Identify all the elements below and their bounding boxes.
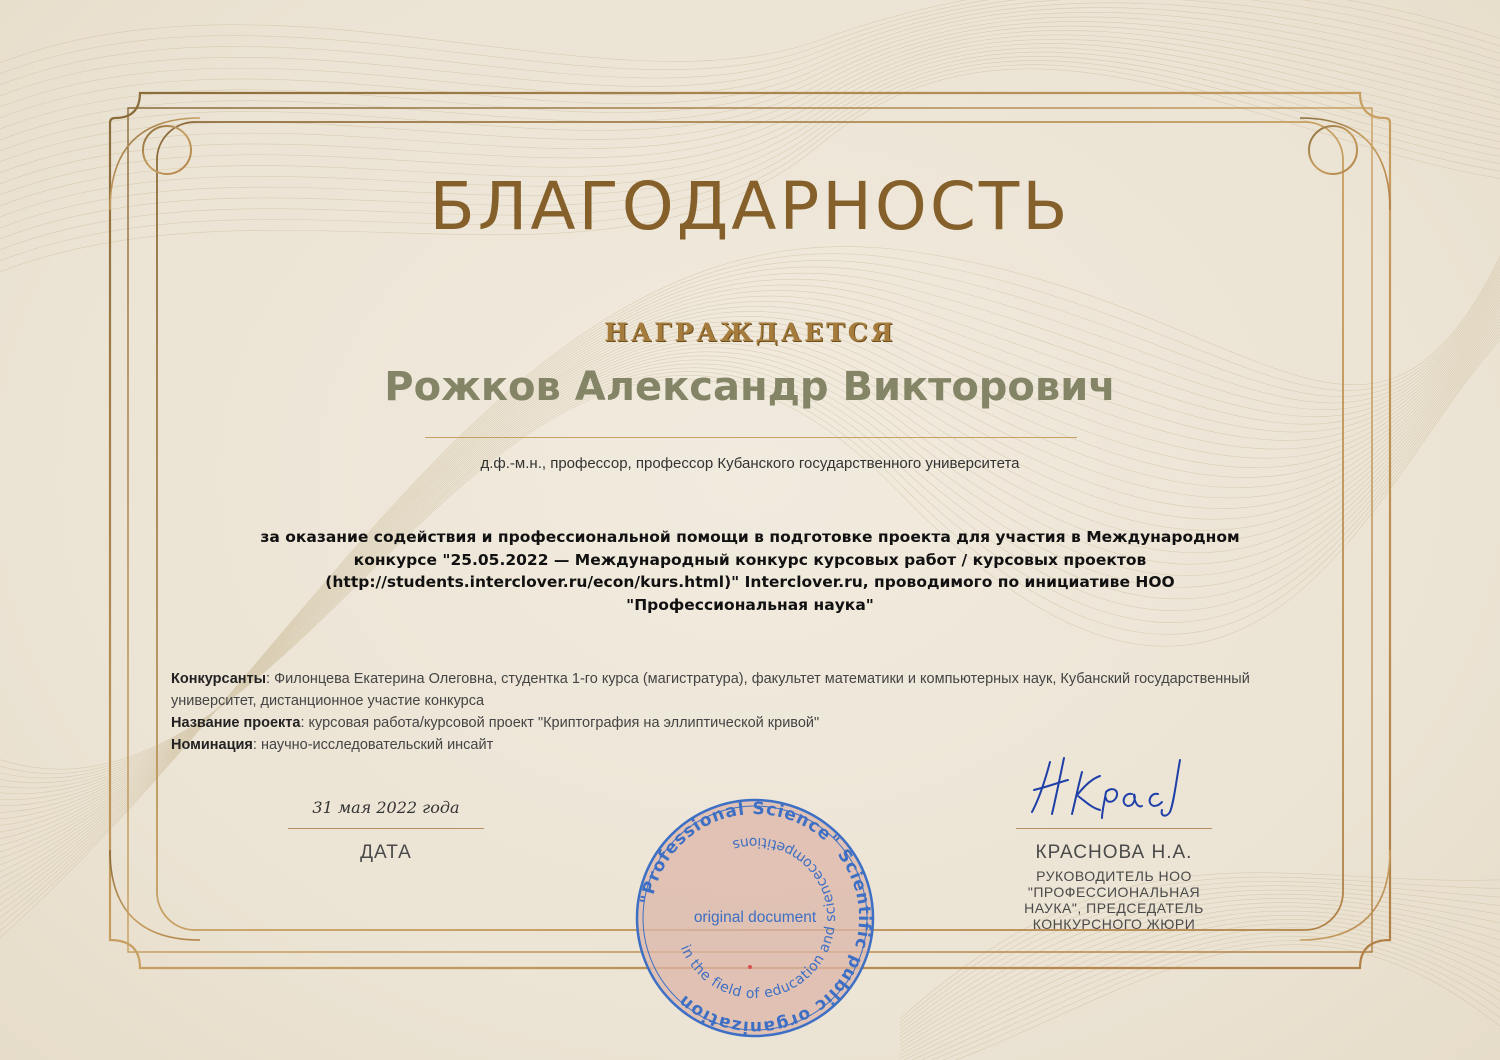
participation-details bbox=[171, 668, 1311, 756]
recipient-position: д.ф.-м.н., профессор, профессор Кубанского государственного университета bbox=[480, 455, 1020, 472]
signer-role-line: "ПРОФЕССИОНАЛЬНАЯ bbox=[1027, 884, 1201, 900]
award-reason bbox=[180, 526, 1320, 616]
organization-stamp bbox=[630, 780, 880, 1050]
awarded-label: НАГРАЖДАЕТСЯ bbox=[604, 318, 896, 347]
reason-line: конкурсе "25.05.2022 — Международный конкурс курсовых работ / курсовых проектов bbox=[353, 550, 1147, 569]
date-underline bbox=[288, 828, 484, 829]
project-label: Название проекта bbox=[171, 715, 301, 731]
participants-label: Конкурсанты bbox=[171, 671, 267, 687]
reason-line: (http://students.interclover.ru/econ/kurs.html)" Interclover.ru, проводимого по инициативе НОО bbox=[325, 573, 1175, 591]
signer-role-line: РУКОВОДИТЕЛЬ НОО bbox=[1036, 868, 1192, 884]
reason-line: "Профессиональная наука" bbox=[626, 595, 874, 614]
signature-underline bbox=[1016, 828, 1212, 829]
certificate-title: БЛАГОДАРНОСТЬ bbox=[429, 168, 1071, 245]
project-value: : курсовая работа/курсовой проект "Криптография на эллиптической кривой" bbox=[300, 715, 820, 731]
signer-role bbox=[990, 868, 1238, 932]
name-underline bbox=[425, 437, 1077, 438]
participants-value: : Филонцева Екатерина Олеговна, студентка 1-го курса (магистратура), факультет математики и компьютерных наук, Кубанский государственный университет, дистанционное участие конкурса bbox=[171, 671, 1250, 709]
stamp-inner-ring-text: in the field of education and sciencecompetitions bbox=[676, 833, 840, 1003]
recipient-name: Рожков Александр Викторович bbox=[384, 364, 1116, 410]
signer-role-line: НАУКА", ПРЕДСЕДАТЕЛЬ bbox=[1024, 900, 1204, 916]
reason-line: за оказание содействия и профессиональной помощи в подготовке проекта для участия в Международном bbox=[260, 528, 1240, 546]
signer-role-line: КОНКУРСНОГО ЖЮРИ bbox=[1032, 916, 1196, 932]
date-value: 31 мая 2022 года bbox=[312, 798, 460, 817]
stamp-ring-text: "Professional Science" Scientific public organization bbox=[636, 798, 875, 1038]
signer-name: КРАСНОВА Н.А. bbox=[1035, 842, 1193, 863]
nomination-label: Номинация bbox=[171, 737, 253, 753]
handwritten-signature bbox=[1020, 752, 1190, 822]
nomination-value: : научно-исследовательский инсайт bbox=[252, 737, 494, 753]
date-label: ДАТА bbox=[360, 842, 412, 863]
participants-row bbox=[171, 668, 1311, 712]
project-row bbox=[171, 712, 1311, 734]
stamp-center-text: original document bbox=[693, 909, 817, 926]
